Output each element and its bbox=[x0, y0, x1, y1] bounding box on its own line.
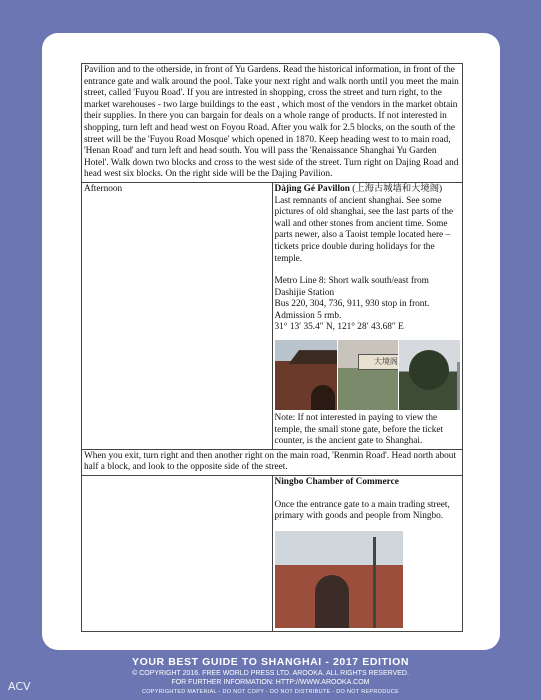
gate-sign-text: 大境阁 bbox=[358, 354, 398, 370]
attraction-title: Ningbo Chamber of Commerce bbox=[274, 477, 399, 488]
bus-info: Bus 220, 304, 736, 911, 930 stop in front. bbox=[274, 299, 430, 310]
directions-cell: Pavilion and to the otherside, in front of Yu Gardens. Read the historical information, in front of the entrance gate and walk around the pool. Take your next right and walk north until you meet the main street, called 'Fuyou Road'. If you are intrested in shopping, cross the street and turn right, to the market warehouses - two large buildings to the east , which most of the vendors in the market obtain their supplies. In there you can bargain for deals on a whole range of products. If not interested in shopping, turn left and head west on Foyou Road. After you walk for 2.5 blocks, on the south of the street will be the 'Fuyou Road Mosque' which opened in 1870. Keep heading west to to main road, 'Henan Road' and turn left and head south. You will pass the 'Renaissance Shanghai Yu Garden Hotel'. Walk down two blocks and cross to the west side of the street. Turn right on Dajing Road and head west six blocks. On the right side will be the Dajing Pavilion. bbox=[82, 64, 463, 183]
pavilion-photo bbox=[275, 340, 337, 410]
attraction-note: Note: If not interested in paying to view the temple, the small stone gate, before the ticket counter, is the ancient gate to Shanghai. bbox=[274, 413, 444, 447]
watermark: ACV bbox=[8, 680, 31, 693]
attraction-cell bbox=[272, 182, 463, 449]
gps-coordinates: 31° 13′ 35.4″ N, 121° 28′ 43.68″ E bbox=[274, 322, 404, 333]
time-label: Afternoon bbox=[82, 182, 273, 449]
wall-photo bbox=[399, 340, 460, 410]
attraction-description: Once the entrance gate to a main trading street, primary with goods and people from Ningbo. bbox=[274, 499, 450, 522]
admission-info: Admission 5 rmb. bbox=[274, 310, 342, 321]
metro-info: Metro Line 8: Short walk south/east from Dashijie Station bbox=[274, 276, 429, 298]
table-row bbox=[82, 64, 463, 183]
time-label-empty bbox=[82, 476, 273, 632]
chamber-photo bbox=[275, 531, 403, 628]
attraction-title-chinese: (上海古城墙和大境阁) bbox=[349, 183, 443, 194]
gate-sign-photo bbox=[338, 340, 398, 410]
directions-cell: When you exit, turn right and then another right on the main road, 'Renmin Road'. Head north about half a block, and look to the opposite side of the street. bbox=[82, 449, 463, 475]
attraction-description: Last remnants of ancient shanghai. See some pictures of old shanghai, see the last parts of the wall and other stones from ancient time. Some parts newer, also a Taoist temple located here – tickets price double during holidays for the temple. bbox=[274, 195, 454, 264]
footer-title: YOUR BEST GUIDE TO SHANGHAI - 2017 EDITION bbox=[131, 656, 410, 668]
table-row bbox=[82, 449, 463, 475]
table-row bbox=[82, 476, 463, 632]
attraction-heading bbox=[275, 184, 461, 196]
attraction-title: Dàjìng Gé Pavillon bbox=[274, 183, 350, 194]
table-row bbox=[82, 182, 463, 449]
attraction-cell bbox=[272, 476, 463, 632]
photo-strip bbox=[275, 340, 461, 410]
footer-notice: COPYRIGHTED MATERIAL - DO NOT COPY - DO NOT DISTRIBUTE - DO NOT REPRODUCE bbox=[141, 689, 400, 695]
footer-copyright: © COPYRIGHT 2016. FREE WORLD PRESS LTD. AROOKA. ALL RIGHTS RESERVED. bbox=[132, 670, 409, 677]
itinerary-table bbox=[81, 63, 463, 632]
footer-info: FOR FURTHER INFORMATION: HTTP://WWW.AROOKA.COM bbox=[171, 679, 370, 686]
